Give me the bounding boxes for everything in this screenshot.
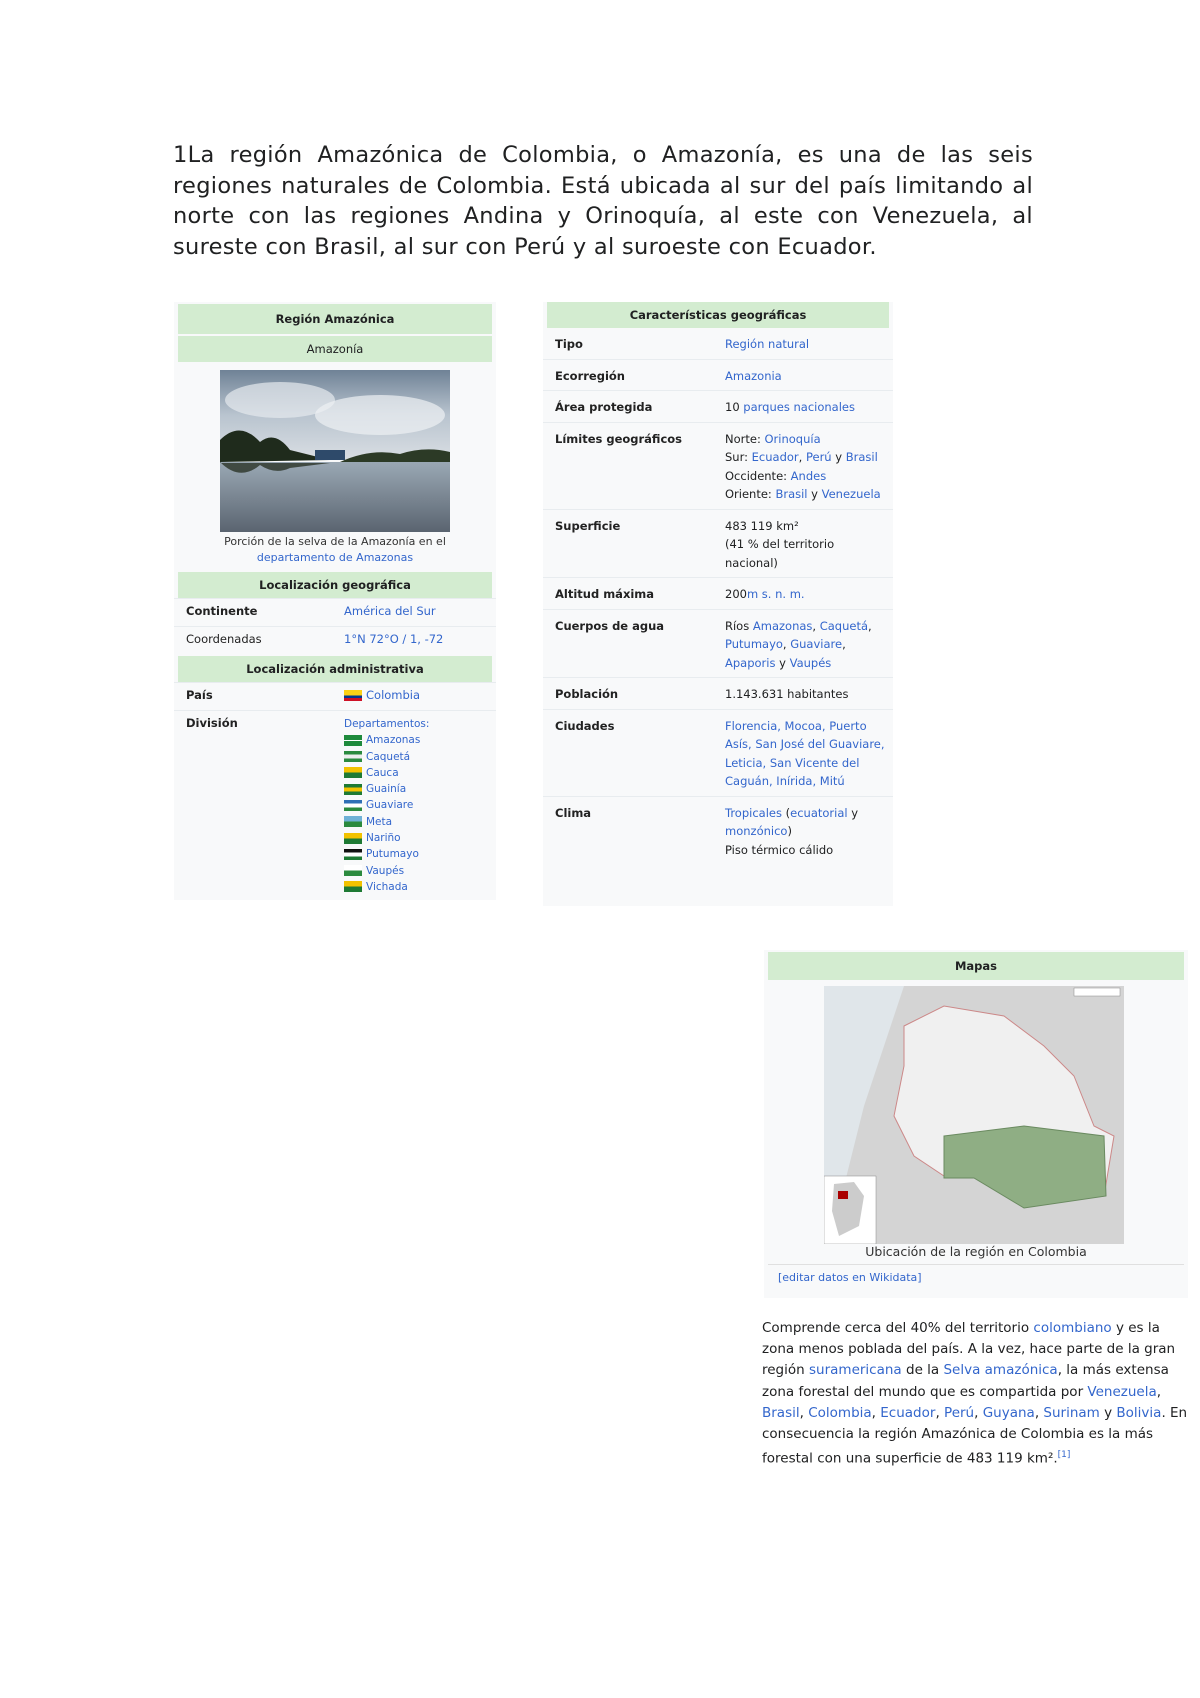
maps-title: Mapas xyxy=(768,952,1184,980)
continente-label: Continente xyxy=(186,604,258,618)
desc-text: , la más extensa zona forestal del mundo que es compartida por xyxy=(762,1362,1169,1400)
altitud-label: Altitud máxima xyxy=(555,587,655,601)
division-label: División xyxy=(186,716,238,730)
desc-link[interactable]: Bolivia xyxy=(1116,1404,1162,1421)
row-limites: Límites geográficos Norte: Orinoquía Sur: Ecuador, Perú y Brasil Occidente: Andes Oriente: Brasil y Venezuela xyxy=(543,422,893,509)
agua-label: Cuerpos de agua xyxy=(555,618,665,633)
norte-link[interactable]: Orinoquía xyxy=(764,431,821,446)
paren: ( xyxy=(781,805,791,820)
desc-link[interactable]: Selva amazónica xyxy=(943,1362,1058,1379)
clima-link[interactable]: monzónico xyxy=(725,824,788,838)
amazon-river-photo[interactable] xyxy=(220,370,450,532)
rio-link[interactable]: Amazonas xyxy=(752,618,813,633)
flag-icon xyxy=(344,833,362,844)
departamentos-list xyxy=(344,716,429,895)
departamentos-heading[interactable]: Departamentos: xyxy=(344,718,430,730)
comma: , xyxy=(1034,1404,1044,1421)
dept-link[interactable]: Putumayo xyxy=(366,848,419,861)
desc-link[interactable]: Ecuador xyxy=(880,1404,936,1421)
desc-text: Comprende cerca del 40% del territorio xyxy=(762,1320,1034,1336)
superficie-pct: (41 % del territorio nacional) xyxy=(725,537,835,570)
list-item[interactable] xyxy=(344,830,429,846)
desc-text: y xyxy=(1099,1404,1117,1421)
limites-label: Límites geográficos xyxy=(555,431,683,446)
rio-link[interactable]: Apaporis xyxy=(725,655,776,670)
list-item[interactable] xyxy=(344,765,429,781)
norte-label: Norte: xyxy=(725,431,765,446)
clima-label: Clima xyxy=(555,805,592,820)
flag-icon xyxy=(344,751,362,762)
conj: y xyxy=(831,450,846,464)
intro-paragraph: 1La región Amazónica de Colombia, o Amazonía, es una de las seis regiones naturales de Colombia. Está ubicada al sur del país limitando al norte con las regiones Andina y Orinoquía, al este con Venezuela, al sureste con Brasil, al sur con Perú y al suroeste con Ecuador. xyxy=(173,142,1033,260)
flag-icon xyxy=(344,849,362,860)
list-item[interactable] xyxy=(344,797,429,813)
colombia-flag-icon xyxy=(344,690,362,701)
caption-link[interactable]: departamento de Amazonas xyxy=(256,551,414,564)
desc-text: y es la zona menos poblada del país. A la vez, hace parte de la gran región xyxy=(762,1320,1176,1379)
colombia-map[interactable] xyxy=(824,986,1124,1244)
ecorregion-value[interactable]: Amazonia xyxy=(725,368,782,383)
dept-link[interactable]: Meta xyxy=(366,815,393,828)
maps-box xyxy=(764,950,1188,1298)
infobox-title: Región Amazónica xyxy=(178,304,492,334)
pais-label: País xyxy=(186,688,213,702)
ecorregion-label: Ecorregión xyxy=(555,368,625,383)
clima-extra: Piso térmico cálido xyxy=(725,842,834,857)
dept-link[interactable]: Vichada xyxy=(366,880,408,893)
desc-link[interactable]: Venezuela xyxy=(1087,1383,1157,1400)
poblacion-label: Población xyxy=(555,687,619,701)
desc-link[interactable]: suramericana xyxy=(809,1362,902,1379)
rio-link[interactable]: Caquetá xyxy=(819,618,869,633)
flag-icon xyxy=(344,881,362,892)
row-clima xyxy=(543,796,893,865)
paren: ) xyxy=(787,824,792,838)
comma: , xyxy=(871,1404,881,1421)
edit-wikidata-link[interactable]: [editar datos en Wikidata] xyxy=(778,1271,922,1284)
ciudades-value[interactable]: Florencia, Mocoa, Puerto Asís, San José del Guaviare, Leticia, San Vicente del Caguán, Inírida, Mitú xyxy=(725,718,885,788)
sur-link[interactable]: Perú xyxy=(805,450,832,464)
rio-link[interactable]: Vaupés xyxy=(789,655,832,670)
list-item[interactable] xyxy=(344,749,429,765)
coord-value[interactable]: 1°N 72°O / 1, -72 xyxy=(344,632,444,646)
desc-link[interactable]: Brasil xyxy=(762,1404,800,1421)
flag-icon xyxy=(344,784,362,795)
altitud-value: 200 xyxy=(725,587,747,601)
list-item[interactable] xyxy=(344,814,429,830)
superficie-value: 483 119 km² xyxy=(725,518,799,533)
superficie-label: Superficie xyxy=(555,518,621,533)
flag-icon xyxy=(344,865,362,876)
comma: , xyxy=(974,1404,983,1421)
dept-link[interactable]: Guaviare xyxy=(366,799,414,812)
continente-value[interactable]: América del Sur xyxy=(344,604,436,618)
poblacion-value: 1.143.631 habitantes xyxy=(725,687,849,701)
flag-icon xyxy=(344,767,362,778)
dept-link[interactable]: Nariño xyxy=(366,832,401,845)
infobox-region-amazonica xyxy=(174,302,496,900)
ciudades-label: Ciudades xyxy=(555,718,615,733)
description-paragraph xyxy=(762,1318,1194,1470)
pais-value[interactable]: Colombia xyxy=(366,688,421,702)
coord-label[interactable]: Coordenadas xyxy=(186,632,262,646)
desc-link[interactable]: Surinam xyxy=(1043,1404,1100,1421)
row-ecorregion xyxy=(543,359,893,391)
row-area-protegida xyxy=(543,390,893,422)
infobox-caracteristicas xyxy=(543,302,893,906)
area-prefix: 10 xyxy=(725,400,744,414)
section-geo-header: Localización geográfica xyxy=(178,572,492,598)
dept-link[interactable]: Cauca xyxy=(366,766,399,779)
rio-link[interactable]: Guaviare xyxy=(790,637,843,651)
comma: , xyxy=(935,1404,945,1421)
occ-link[interactable]: Andes xyxy=(790,468,827,483)
comma: , xyxy=(1156,1383,1162,1400)
agua-prefix: Ríos xyxy=(725,618,753,633)
altitud-unit[interactable]: m s. n. m. xyxy=(746,587,805,601)
list-item[interactable] xyxy=(344,879,429,895)
desc-text: de la xyxy=(901,1362,944,1379)
desc-text: . En consecuencia la región Amazónica de Colombia es la más forestal con una superficie de 483 119 km². xyxy=(762,1404,1188,1467)
conj: y xyxy=(847,805,859,820)
desc-link[interactable]: Guyana xyxy=(982,1404,1035,1421)
area-link[interactable]: parques nacionales xyxy=(743,400,855,414)
row-cuerpos-agua: Cuerpos de agua Ríos Amazonas, Caquetá, Putumayo, Guaviare, Apaporis y Vaupés xyxy=(543,609,893,678)
row-pais xyxy=(174,682,496,710)
desc-link[interactable]: Perú xyxy=(944,1404,975,1421)
comma: , xyxy=(799,1404,809,1421)
dept-link[interactable]: Guainía xyxy=(366,783,407,796)
row-ciudades xyxy=(543,709,893,796)
infobox-title: Características geográficas xyxy=(547,302,889,328)
clima-link[interactable]: Tropicales xyxy=(725,805,782,820)
map-caption: Ubicación de la región en Colombia xyxy=(865,1244,1087,1259)
dept-link[interactable]: Caquetá xyxy=(366,750,411,763)
flag-icon xyxy=(344,735,362,746)
dept-link[interactable]: Vaupés xyxy=(366,864,405,877)
sur-label: Sur: xyxy=(725,450,752,464)
area-label: Área protegida xyxy=(555,400,653,414)
ori-link[interactable]: Venezuela xyxy=(821,487,881,501)
ori-label: Oriente: xyxy=(725,487,776,501)
row-division xyxy=(174,710,496,900)
ori-link[interactable]: Brasil xyxy=(775,487,808,501)
dept-link[interactable]: Amazonas xyxy=(366,734,421,747)
tipo-label: Tipo xyxy=(555,337,583,351)
desc-link[interactable]: colombiano xyxy=(1033,1320,1112,1336)
desc-link[interactable]: Colombia xyxy=(808,1404,872,1421)
sur-link[interactable]: Brasil xyxy=(845,450,878,464)
row-coordenadas xyxy=(174,626,496,654)
divider xyxy=(768,1264,1184,1265)
list-item[interactable] xyxy=(344,846,429,862)
list-item[interactable] xyxy=(344,863,429,879)
list-item[interactable] xyxy=(344,781,429,797)
tipo-value[interactable]: Región natural xyxy=(725,337,810,351)
flag-icon xyxy=(344,816,362,827)
conj: y xyxy=(807,487,822,501)
reference-link[interactable]: [1] xyxy=(1057,1450,1071,1461)
photo-caption xyxy=(174,532,496,566)
caption-text: Porción de la selva de la Amazonía en el xyxy=(224,535,446,548)
row-poblacion xyxy=(543,677,893,709)
row-continente xyxy=(174,598,496,626)
row-superficie xyxy=(543,509,893,578)
conj: y xyxy=(775,655,790,670)
rio-link[interactable]: Putumayo xyxy=(725,637,783,651)
flag-icon xyxy=(344,800,362,811)
occ-label: Occidente: xyxy=(725,468,791,483)
row-altitud xyxy=(543,577,893,609)
section-admin-header: Localización administrativa xyxy=(178,656,492,682)
infobox-subtitle: Amazonía xyxy=(178,336,492,362)
list-item[interactable] xyxy=(344,732,429,748)
sur-link[interactable]: Ecuador xyxy=(751,450,799,464)
row-tipo xyxy=(543,328,893,359)
clima-link[interactable]: ecuatorial xyxy=(790,805,848,820)
